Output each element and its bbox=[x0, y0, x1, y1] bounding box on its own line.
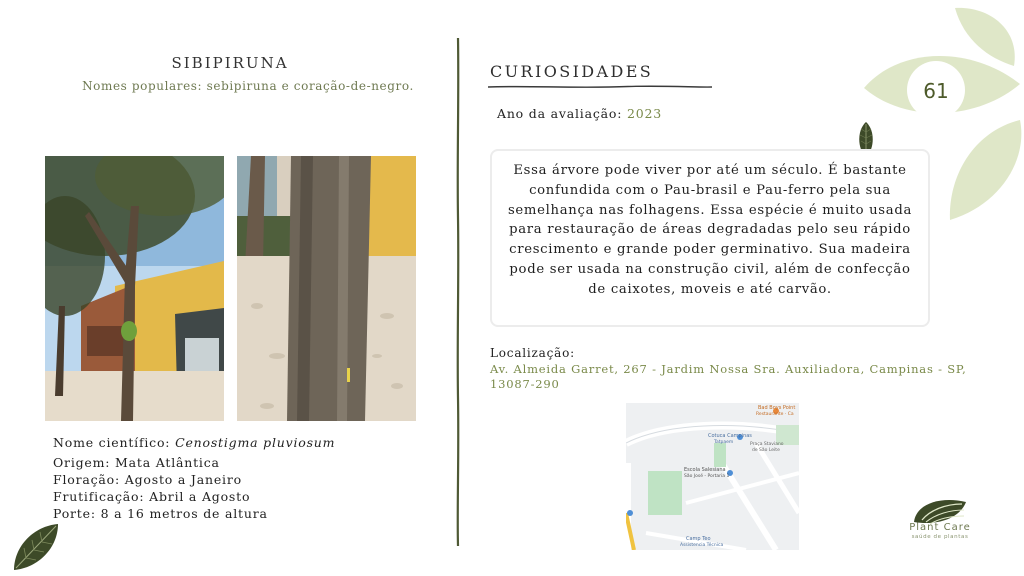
map-label-campo-sub: Assistencia Técnica bbox=[680, 543, 724, 548]
scientific-name bbox=[53, 434, 335, 451]
evaluation-year bbox=[497, 106, 662, 121]
map-label-praca: Praça Staviano bbox=[750, 442, 784, 447]
column-divider bbox=[454, 38, 462, 546]
leaf-icon bbox=[10, 520, 62, 572]
scientific-value: Cenostigma pluviosum bbox=[175, 435, 336, 450]
map-label-escola-sub: São José - Portaria 1 bbox=[684, 474, 730, 479]
species-facts bbox=[53, 434, 335, 522]
page-number: 61 bbox=[923, 79, 949, 103]
map-label-campo: Camp Teo bbox=[686, 536, 711, 542]
map-label-bar: Bad Boys Point bbox=[758, 405, 796, 411]
popular-names: Nomes populares: sebipiruna e coração-de-negro. bbox=[82, 79, 414, 93]
tree-size: Porte: 8 a 16 metros de altura bbox=[53, 506, 268, 521]
map-label-school: Cotuca Campinas bbox=[708, 433, 752, 439]
heading-underline bbox=[488, 84, 712, 90]
location-address: Av. Almeida Garret, 267 - Jardim Nossa Sra. Auxiliadora, Campinas - SP, 13087-290 bbox=[490, 362, 967, 391]
curiosities-box bbox=[490, 149, 930, 327]
species-title: SIBIPIRUNA bbox=[171, 54, 289, 72]
map-label-bar-sub: Restaurante · Ca bbox=[756, 412, 794, 417]
map-label-escola: Escola Salesiana bbox=[684, 467, 726, 473]
brand-name: Plant Care bbox=[909, 522, 971, 533]
scientific-label: Nome científico: bbox=[53, 435, 176, 450]
brand-tagline: saúde de plantas bbox=[911, 534, 969, 540]
curiosities-heading: CURIOSIDADES bbox=[490, 62, 654, 81]
map-label-school-sub: Tatpaem bbox=[714, 440, 734, 445]
map-label-praca-sub: de São Leite bbox=[752, 448, 780, 453]
curiosities-text: Essa árvore pode viver por até um século. É bastante confundida com o Pau-brasil e Pau-ferro pela sua semelhança nas folhagens. Essa espécie é muito usada para restauração de áreas degradadas pelo seu rápido crescimento e grande poder germinativo. Sua madeira pode ser usada na construção civil, além de confecção de caixotes, moveis e até carvão. bbox=[507, 163, 913, 297]
flowering: Floração: Agosto a Janeiro bbox=[53, 472, 242, 487]
origin: Origem: Mata Atlântica bbox=[53, 455, 220, 470]
fruiting: Frutificação: Abril a Agosto bbox=[53, 489, 251, 504]
year-value: 2023 bbox=[626, 106, 662, 121]
tree-trunk-photo bbox=[237, 156, 416, 421]
tree-photo-building bbox=[45, 156, 224, 421]
year-label: Ano da avaliação: bbox=[497, 106, 627, 121]
location-map[interactable] bbox=[626, 403, 799, 550]
location-label: Localização: bbox=[490, 346, 575, 360]
